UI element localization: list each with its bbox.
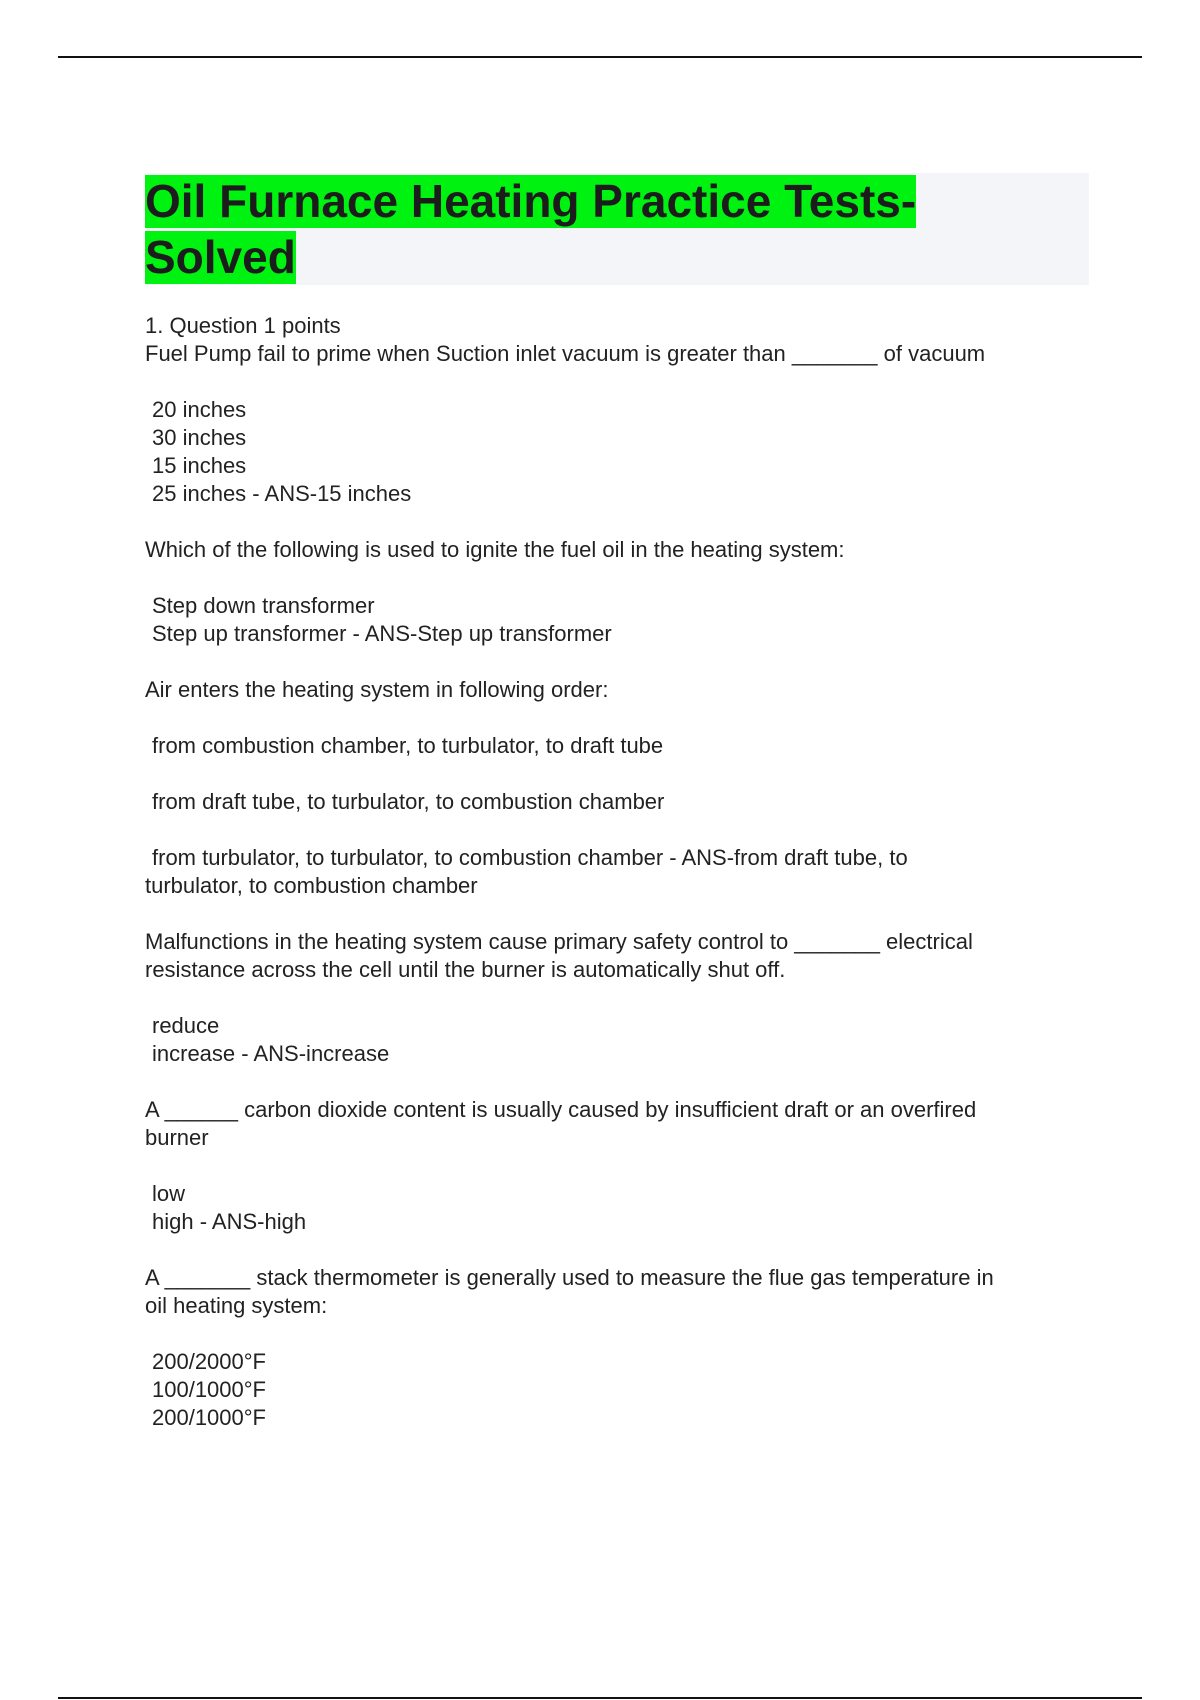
question-prompt-line-1: Malfunctions in the heating system cause primary safety control to _______ electrical — [145, 929, 973, 954]
answer-option-with-answer: increase - ANS-increase — [152, 1041, 390, 1066]
title-line-2: Solved — [145, 231, 296, 283]
answer-option: 200/1000°F — [152, 1405, 266, 1430]
question-prompt: Which of the following is used to ignite the fuel oil in the heating system: — [145, 537, 845, 562]
question-6 — [145, 1264, 1085, 1432]
question-prompt-line-1: A ______ carbon dioxide content is usually caused by insufficient draft or an overfired — [145, 1097, 977, 1122]
question-prompt: Air enters the heating system in following order: — [145, 677, 609, 702]
top-rule — [58, 56, 1142, 58]
answer-option-with-answer: Step up transformer - ANS-Step up transformer — [152, 621, 612, 646]
question-prompt-line-2: burner — [145, 1125, 209, 1150]
question-1 — [145, 312, 1085, 508]
answer-option: from combustion chamber, to turbulator, to draft tube — [152, 733, 664, 758]
answer-option: reduce — [152, 1013, 220, 1038]
question-4 — [145, 928, 1085, 1068]
document-title — [145, 173, 1089, 285]
question-2 — [145, 536, 1085, 648]
title-line-1: Oil Furnace Heating Practice Tests- — [145, 175, 917, 227]
question-3 — [145, 676, 1085, 900]
bottom-rule — [58, 1697, 1142, 1699]
answer-option: Step down transformer — [152, 593, 375, 618]
answer-option: from draft tube, to turbulator, to combustion chamber — [152, 789, 665, 814]
answer-option-with-answer: high - ANS-high — [152, 1209, 307, 1234]
answer-option: 100/1000°F — [152, 1377, 266, 1402]
title-box — [145, 173, 1089, 285]
question-prompt-line-1: A _______ stack thermometer is generally used to measure the flue gas temperature in — [145, 1265, 994, 1290]
question-5 — [145, 1096, 1085, 1236]
answer-option: low — [152, 1181, 186, 1206]
answer-option-with-answer: 25 inches - ANS-15 inches — [152, 481, 412, 506]
question-header: 1. Question 1 points — [145, 313, 341, 338]
answer-option-with-answer: from turbulator, to turbulator, to combustion chamber - ANS-from draft tube, to — [152, 845, 908, 870]
answer-option: 200/2000°F — [152, 1349, 266, 1374]
document-body — [145, 312, 1085, 1460]
answer-continuation: turbulator, to combustion chamber — [145, 873, 478, 898]
answer-option: 20 inches — [152, 397, 247, 422]
question-prompt: Fuel Pump fail to prime when Suction inlet vacuum is greater than _______ of vacuum — [145, 341, 986, 366]
answer-option: 30 inches — [152, 425, 247, 450]
answer-option: 15 inches — [152, 453, 247, 478]
question-prompt-line-2: oil heating system: — [145, 1293, 328, 1318]
question-prompt-line-2: resistance across the cell until the burner is automatically shut off. — [145, 957, 786, 982]
